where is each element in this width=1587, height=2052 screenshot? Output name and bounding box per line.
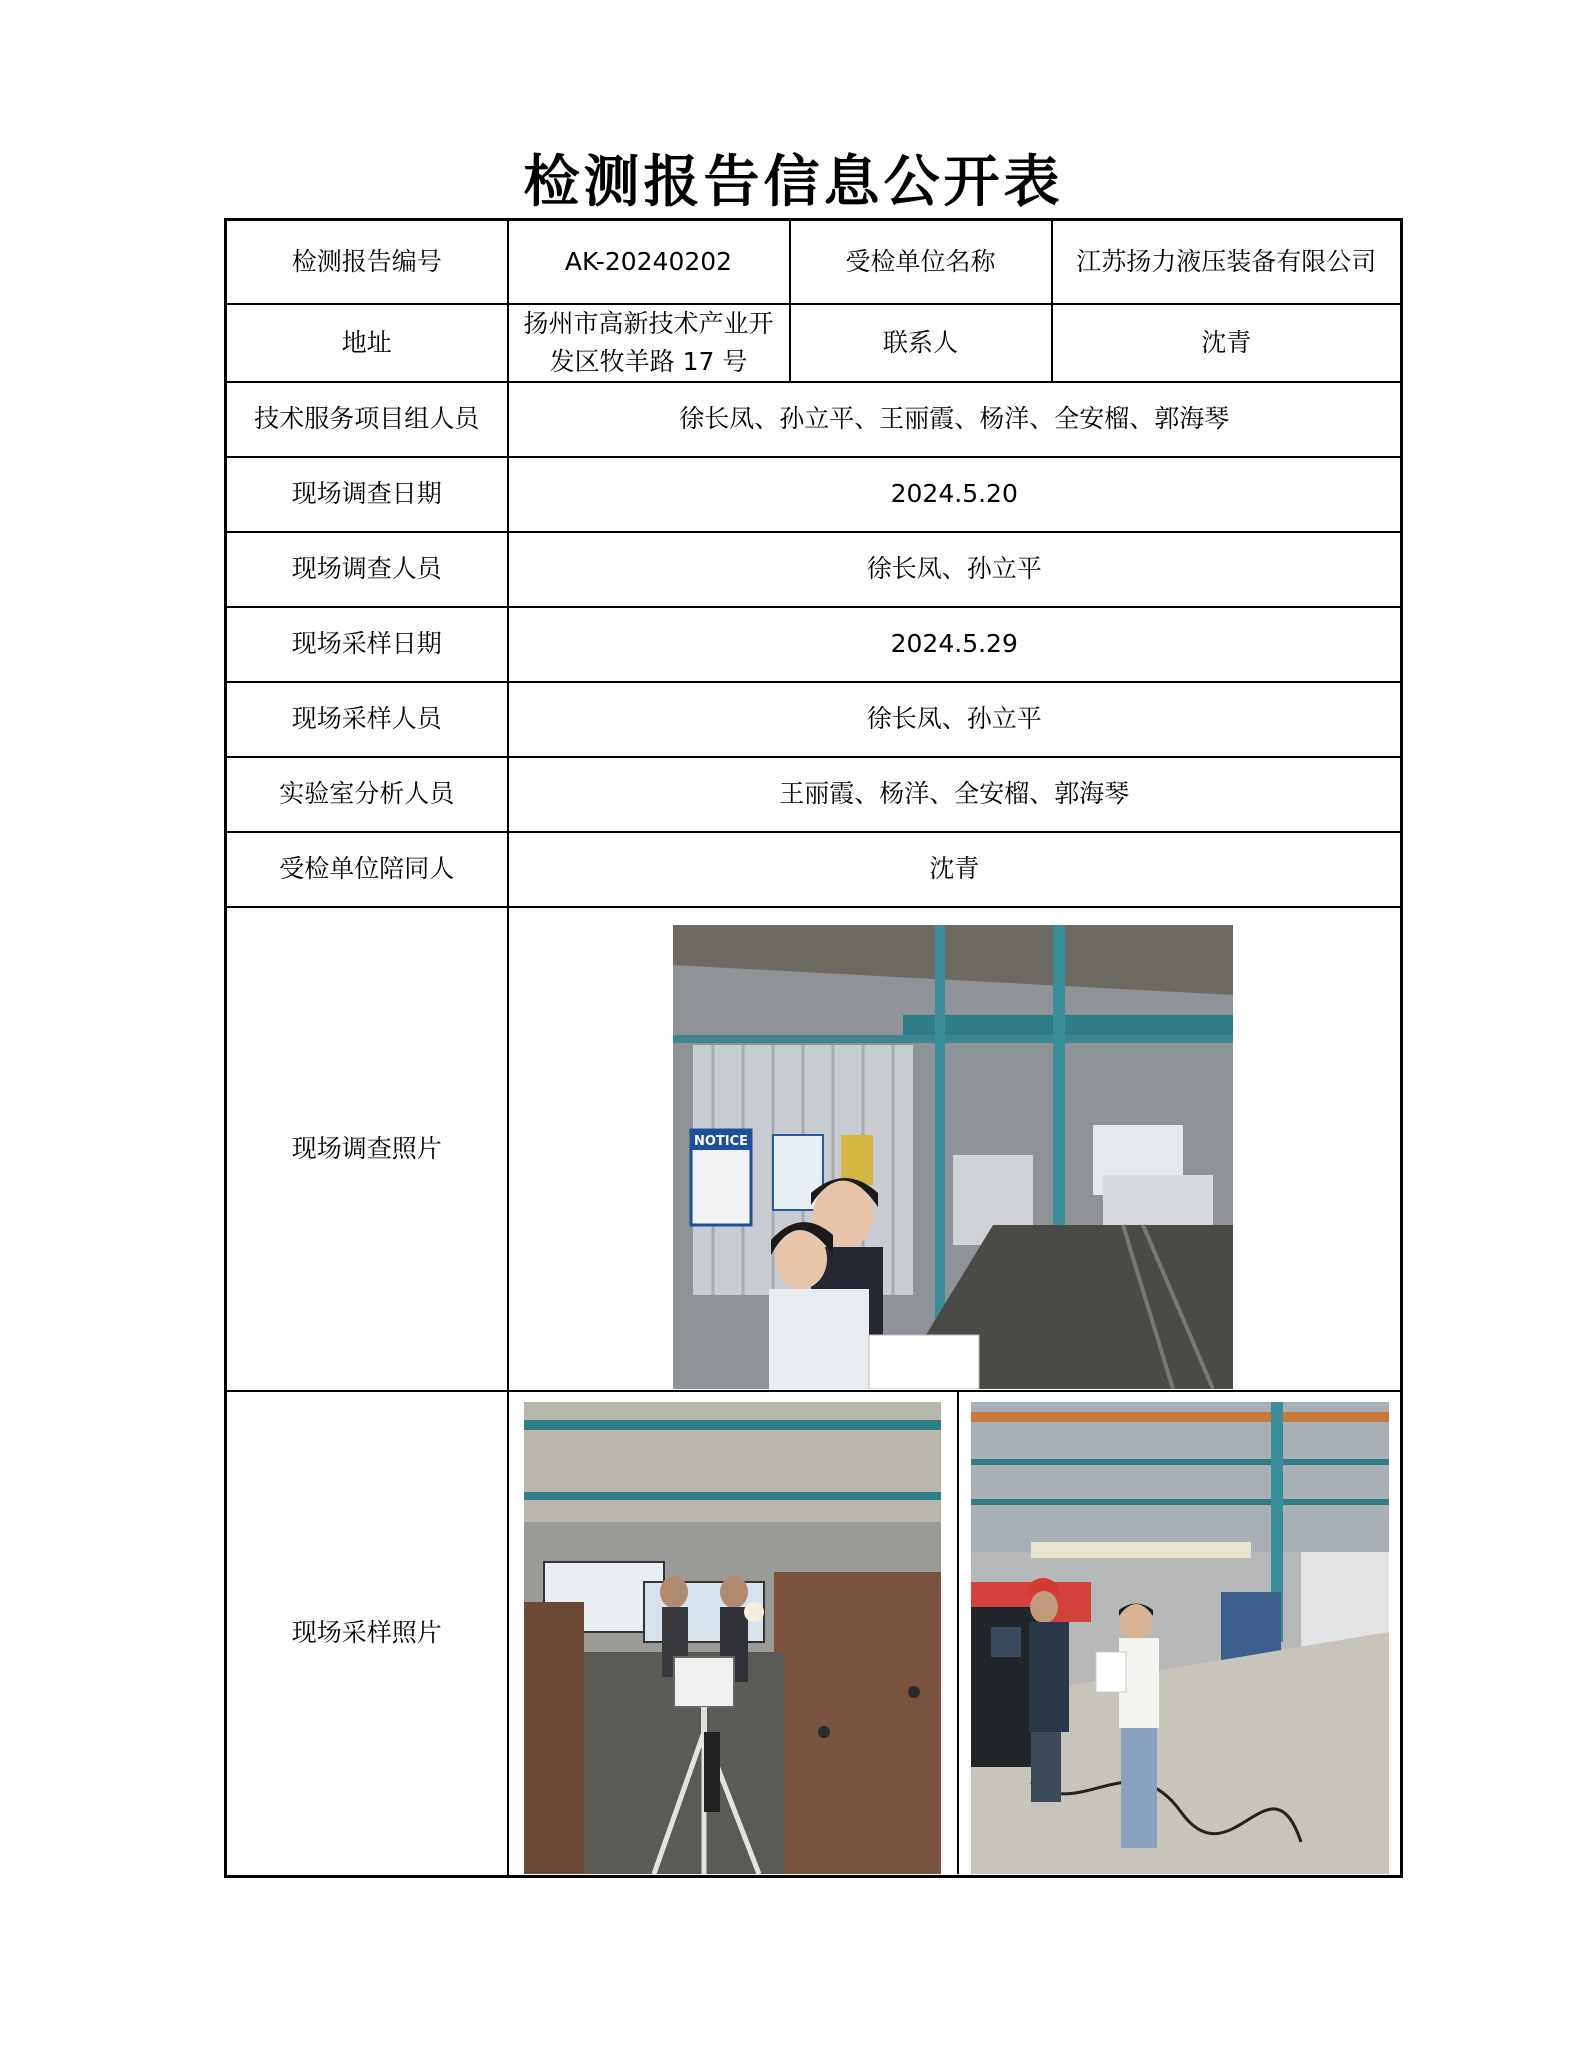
table-row [226,532,1402,607]
survey-staff-label: 现场调查人员 [226,532,508,607]
address-value: 扬州市高新技术产业开发区牧羊路 17 号 [508,304,790,382]
table-row [226,832,1402,907]
table-row [226,682,1402,757]
unit-name-label: 受检单位名称 [790,220,1052,304]
contact-value: 沈青 [1052,304,1402,382]
sampling-staff-value: 徐长凤、孙立平 [508,682,1402,757]
sampling-photo-cell [508,1391,1402,1877]
lab-staff-label: 实验室分析人员 [226,757,508,832]
sampling-photo-right [971,1402,1389,1874]
sampling-date-label: 现场采样日期 [226,607,508,682]
sampling-staff-label: 现场采样人员 [226,682,508,757]
address-label: 地址 [226,304,508,382]
notice-sign-text: NOTICE [693,1133,748,1149]
table-row [226,907,1402,1391]
unit-name-value: 江苏扬力液压装备有限公司 [1052,220,1402,304]
report-no-label: 检测报告编号 [226,220,508,304]
survey-staff-value: 徐长凤、孙立平 [508,532,1402,607]
table-row [226,757,1402,832]
escort-value: 沈青 [508,832,1402,907]
table-row [226,457,1402,532]
table-row [226,1391,1402,1877]
report-info-table [224,218,1403,1878]
sampling-photo-left [524,1402,941,1874]
sampling-date-value: 2024.5.29 [508,607,1402,682]
team-value: 徐长凤、孙立平、王丽霞、杨洋、全安榴、郭海琴 [508,382,1402,457]
survey-photo [673,925,1233,1389]
table-row [226,304,1402,382]
survey-date-label: 现场调查日期 [226,457,508,532]
table-row [226,382,1402,457]
sampling-photo-label: 现场采样照片 [226,1391,508,1877]
survey-photo-label: 现场调查照片 [226,907,508,1391]
survey-date-value: 2024.5.20 [508,457,1402,532]
contact-label: 联系人 [790,304,1052,382]
team-label: 技术服务项目组人员 [226,382,508,457]
report-no-value: AK-20240202 [508,220,790,304]
escort-label: 受检单位陪同人 [226,832,508,907]
lab-staff-value: 王丽霞、杨洋、全安榴、郭海琴 [508,757,1402,832]
survey-photo-cell [508,907,1402,1391]
table-row [226,607,1402,682]
table-row [226,220,1402,304]
page-title: 检测报告信息公开表 [523,149,1064,215]
photo-divider [957,1392,959,1874]
